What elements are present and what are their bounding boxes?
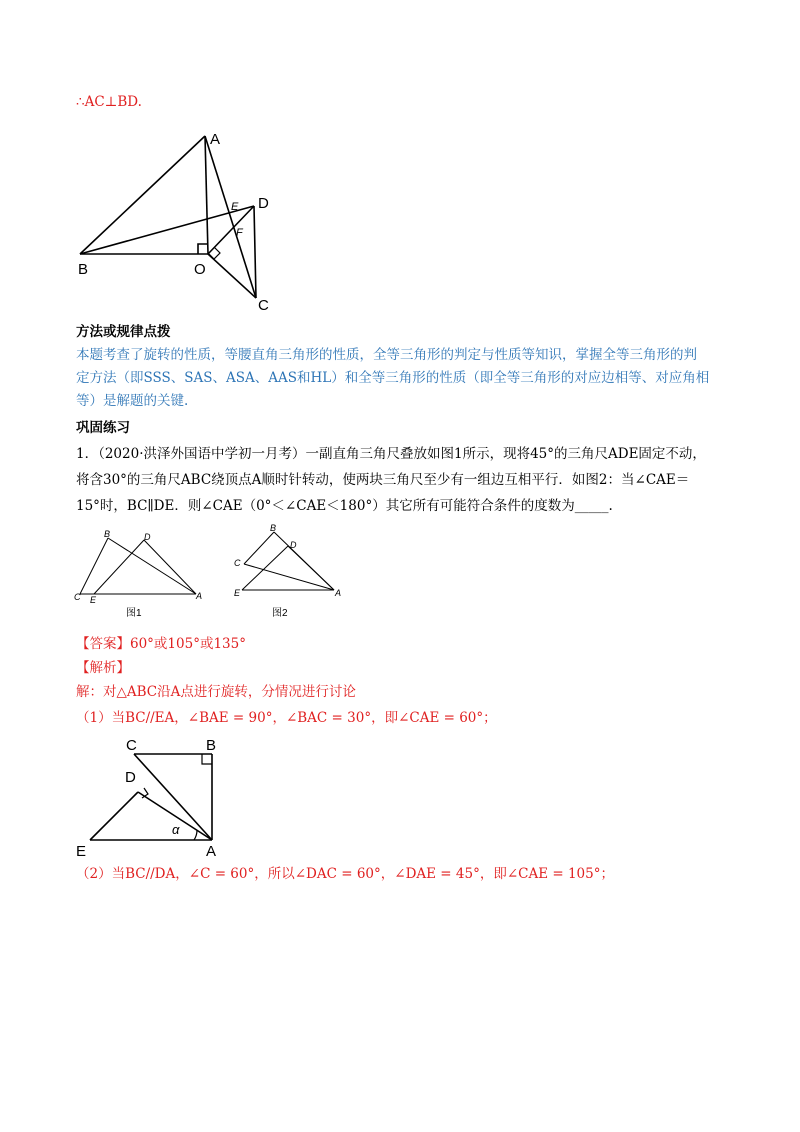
fig3-label-a: A [206, 843, 217, 859]
method-line-1: 本题考查了旋转的性质，等腰直角三角形的性质，全等三角形的判定与性质等知识，掌握全等三角形的判 [76, 347, 697, 363]
label-a: A [210, 131, 221, 148]
practice-heading: 巩固练习 [76, 420, 130, 436]
solution-intro: 解：对△ABC沿A点进行旋转，分情况进行讨论 [76, 684, 356, 700]
label-o: O [194, 261, 206, 278]
fig2-label-e: E [234, 588, 241, 598]
fig1-label-d: D [144, 532, 151, 542]
fig3-label-e: E [76, 843, 87, 859]
analysis-heading: 【解析】 [76, 660, 130, 676]
fig3-label-b: B [206, 737, 217, 754]
fig1-segment-de [94, 540, 144, 594]
fig2-label-a: A [335, 588, 342, 598]
case-1-text: （1）当BC//EA，∠BAE = 90°，∠BAC = 30°，即∠CAE = 60°； [76, 710, 497, 726]
case-2-text: （2）当BC//DA，∠C = 60°，所以∠DAC = 60°，∠DAE = 45°，即∠CAE = 105°； [76, 866, 614, 882]
figure-2 [228, 524, 353, 624]
problem-line-2: 将含30°的三角尺ABC绕顶点A顺时针转动，使两块三角尺至少有一组边互相平行．如图2：当∠CAE＝ [76, 472, 690, 488]
fig2-caption: 图2 [272, 608, 288, 619]
fig2-segment-cb [244, 532, 274, 564]
figure-1 [72, 528, 207, 623]
fig1-caption: 图1 [126, 608, 142, 619]
fig2-label-c: C [234, 558, 241, 568]
label-d: D [258, 195, 269, 212]
problem-line-3: 15°时，BC∥DE．则∠CAE（0°＜∠CAE＜180°）其它所有可能符合条件的度数为_____. [76, 498, 613, 514]
fig3-segment-ed [90, 792, 138, 840]
label-e: E [231, 201, 239, 213]
fig3-label-d: D [125, 769, 136, 786]
label-f: F [236, 227, 243, 239]
problem-line-1: 1．（2020·洪泽外国语中学初一月考）一副直角三角尺叠放如图1所示，现将45°的三角尺ADE固定不动， [76, 446, 706, 462]
label-c: C [258, 297, 269, 313]
segment-ao [205, 136, 208, 254]
fig3-right-angle-b [202, 754, 212, 764]
main-geometry-figure [70, 128, 290, 313]
figure-3 [76, 734, 236, 859]
fig1-label-c: C [74, 592, 81, 602]
method-line-2: 定方法（即SSS、SAS、ASA、AAS和HL）和全等三角形的性质（即全等三角形的对应边相等、对应角相 [76, 370, 710, 386]
fig2-label-b: B [270, 524, 277, 533]
fig2-segment-ed [242, 546, 288, 590]
fig1-label-e: E [90, 595, 97, 605]
fig3-label-alpha: α [172, 822, 180, 837]
fig1-label-a: A [196, 591, 203, 601]
segment-dc [254, 206, 256, 298]
fig2-label-d: D [290, 540, 297, 550]
fig1-segment-bc [80, 538, 108, 594]
fig3-label-c: C [126, 737, 137, 754]
method-heading: 方法或规律点拨 [76, 324, 171, 340]
answer-text: 【答案】60°或105°或135° [76, 636, 246, 652]
conclusion-text: ∴AC⊥BD. [76, 94, 142, 110]
fig3-right-angle-d [142, 788, 148, 798]
fig3-angle-arc [194, 830, 197, 840]
method-line-3: 等）是解题的关键. [76, 393, 189, 409]
fig1-label-b: B [104, 529, 111, 539]
fig1-segment-da [144, 540, 196, 594]
fig1-segment-ba [108, 538, 196, 594]
segment-od [208, 206, 254, 254]
right-angle-mark-o [198, 244, 208, 254]
label-b: B [78, 261, 89, 278]
